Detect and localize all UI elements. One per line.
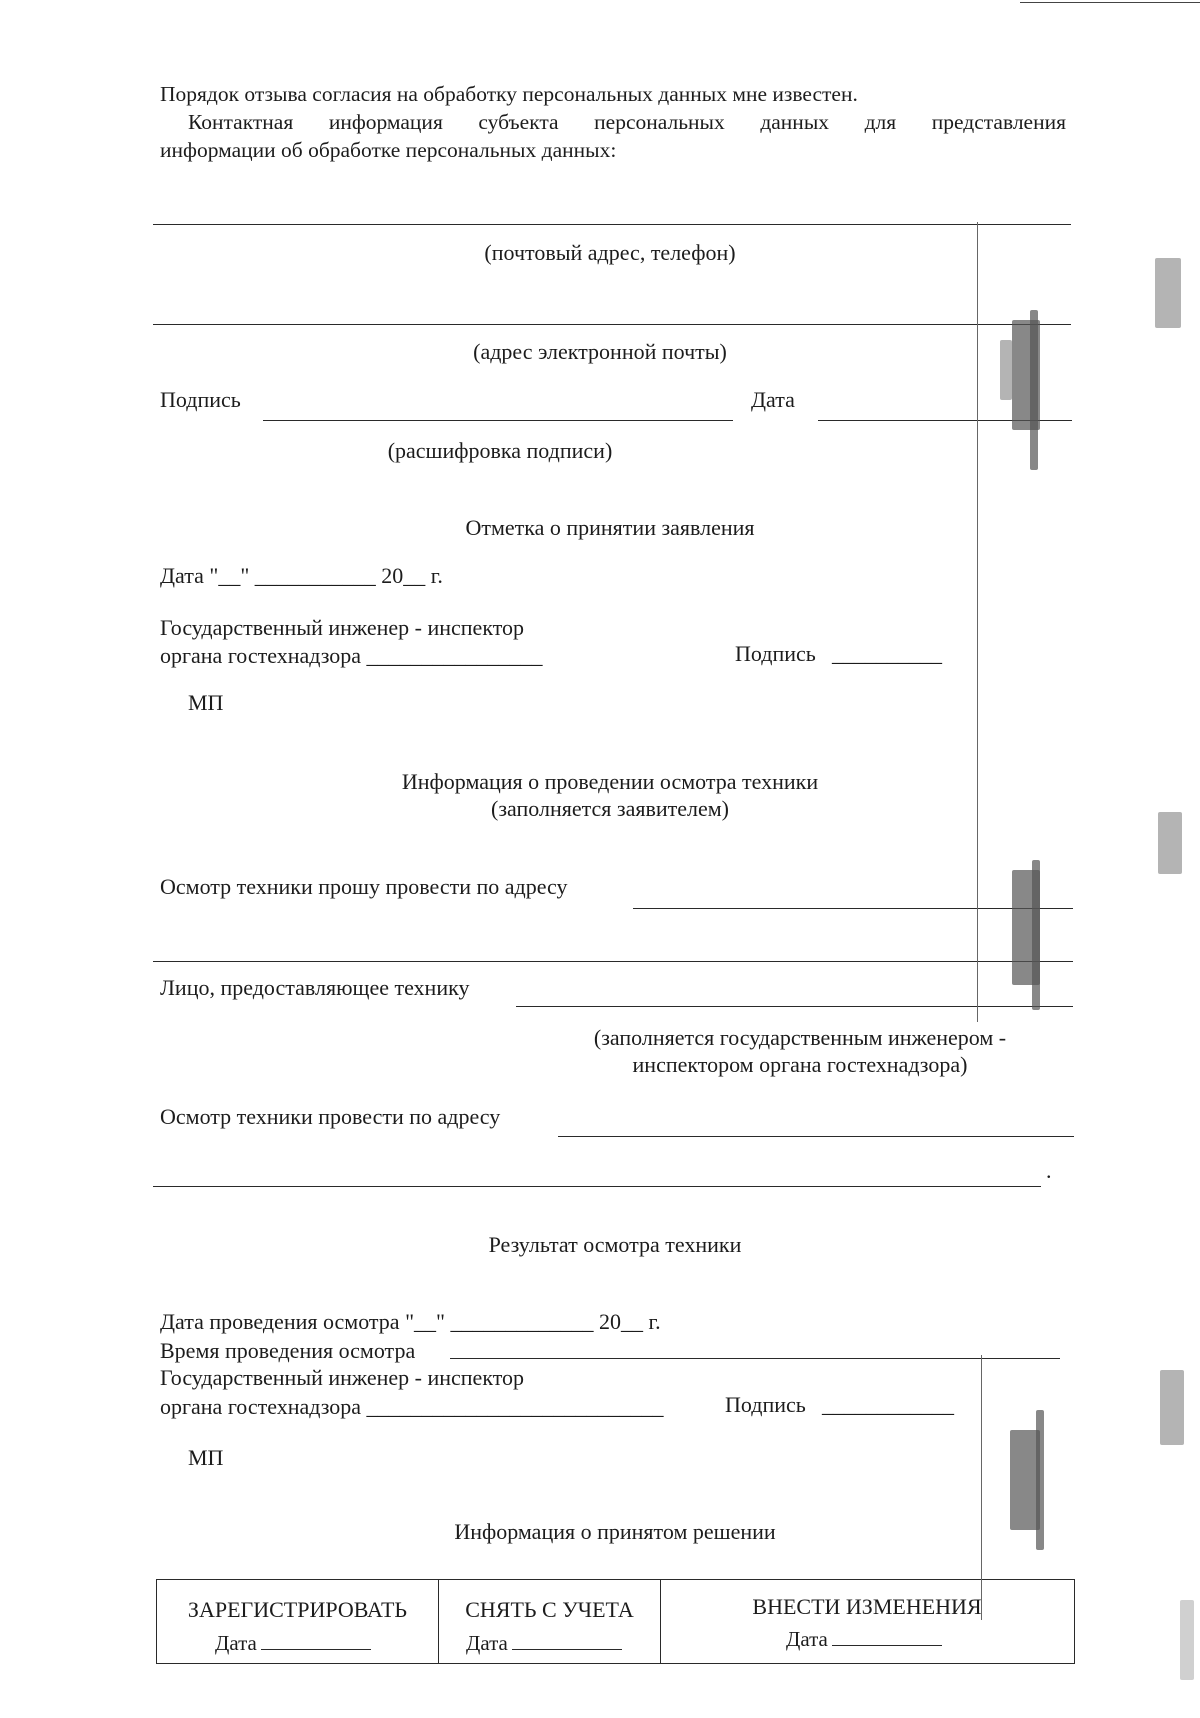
inspection-info-subheading: (заполняется заявителем): [491, 796, 729, 821]
decision-heading: Информация о принятом решении: [454, 1519, 776, 1544]
scan-smudge: [1155, 258, 1181, 328]
inspector-note-line2: инспектором органа гостехнадзора): [632, 1052, 968, 1077]
postal-address-line[interactable]: [153, 224, 1071, 225]
email-line[interactable]: [153, 324, 1071, 325]
decision-register-date-label: Дата: [215, 1631, 257, 1655]
signature-decode-caption: (расшифровка подписи): [387, 438, 613, 463]
decision-register-date: [215, 1631, 371, 1656]
result-stamp-label: МП: [188, 1445, 224, 1470]
signature-line[interactable]: [263, 420, 733, 421]
acceptance-signature-label: Подпись: [735, 641, 816, 666]
scan-smudge: [1032, 860, 1040, 1010]
date-label: Дата: [751, 387, 795, 412]
signature-label: Подпись: [160, 387, 241, 412]
acceptance-inspector-org: органа гостехнадзора ________________: [160, 643, 543, 668]
acceptance-heading: Отметка о принятии заявления: [465, 515, 755, 540]
inspection-date-line: Дата проведения осмотра "__" _____________ 20__ г.: [160, 1309, 661, 1334]
result-signature-blank: ____________: [822, 1392, 954, 1417]
contact-info-text-line1: Контактная информация субъекта персональных данных для представления: [188, 110, 1066, 134]
acceptance-stamp-label: МП: [188, 690, 224, 715]
inspector-note-line1: (заполняется государственным инженером -: [593, 1025, 1007, 1050]
inspection-address-request-line2[interactable]: [153, 961, 1073, 962]
revocation-statement: Порядок отзыва согласия на обработку персональных данных мне известен.: [160, 82, 858, 106]
scan-smudge: [1000, 340, 1012, 400]
decision-deregister-date: [466, 1631, 622, 1656]
decision-modify-date-line[interactable]: [832, 1627, 942, 1646]
decision-register-date-line[interactable]: [261, 1631, 371, 1650]
inspection-result-heading: Результат осмотра техники: [488, 1232, 742, 1257]
scan-smudge: [1160, 1370, 1184, 1445]
provider-line[interactable]: [516, 1006, 1073, 1007]
decision-deregister-date-label: Дата: [466, 1631, 508, 1655]
decision-modify-cell[interactable]: [660, 1580, 1073, 1663]
scan-smudge: [1180, 1600, 1194, 1680]
result-inspector-title: Государственный инженер - инспектор: [160, 1365, 525, 1390]
inspection-time-line[interactable]: [450, 1358, 1060, 1359]
inspection-address-line[interactable]: [558, 1136, 1074, 1137]
inspection-address-request-line[interactable]: [633, 908, 1073, 909]
contact-info-text-line2: информации об обработке персональных данных:: [160, 138, 617, 162]
inspection-address-request-label: Осмотр техники прошу провести по адресу: [160, 874, 568, 899]
scan-vertical-line-lower: [981, 1355, 982, 1620]
scan-smudge: [1030, 310, 1038, 470]
inspection-address-label: Осмотр техники провести по адресу: [160, 1104, 501, 1129]
decision-deregister-date-line[interactable]: [512, 1631, 622, 1650]
inspection-address-line2[interactable]: [153, 1186, 1041, 1187]
acceptance-inspector-title: Государственный инженер - инспектор: [160, 615, 525, 640]
decision-modify-label: ВНЕСТИ ИЗМЕНЕНИЯ: [752, 1594, 982, 1619]
inspection-info-heading: Информация о проведении осмотра техники: [401, 769, 819, 794]
decision-register-label: ЗАРЕГИСТРИРОВАТЬ: [187, 1597, 408, 1622]
email-caption: (адрес электронной почты): [473, 339, 727, 364]
scan-smudge: [1158, 812, 1182, 874]
scan-top-edge: [1020, 2, 1200, 3]
postal-address-caption: (почтовый адрес, телефон): [484, 240, 736, 265]
inspection-address-dot: .: [1046, 1158, 1052, 1183]
inspection-time-label: Время проведения осмотра: [160, 1338, 416, 1363]
decision-modify-date: [786, 1627, 942, 1652]
result-inspector-org: органа гостехнадзора ___________________________: [160, 1394, 664, 1419]
decision-deregister-label: СНЯТЬ С УЧЕТА: [465, 1597, 634, 1622]
decision-deregister-cell[interactable]: [438, 1580, 660, 1663]
scan-vertical-line: [977, 222, 978, 1022]
scan-smudge: [1036, 1410, 1044, 1550]
provider-label: Лицо, предоставляющее технику: [160, 975, 470, 1000]
acceptance-date-line: Дата "__" ___________ 20__ г.: [160, 563, 443, 588]
acceptance-signature-blank: __________: [832, 641, 942, 666]
decision-register-cell[interactable]: [157, 1580, 438, 1663]
result-signature-label: Подпись: [725, 1392, 806, 1417]
decision-table: [156, 1579, 1075, 1664]
decision-modify-date-label: Дата: [786, 1627, 828, 1651]
